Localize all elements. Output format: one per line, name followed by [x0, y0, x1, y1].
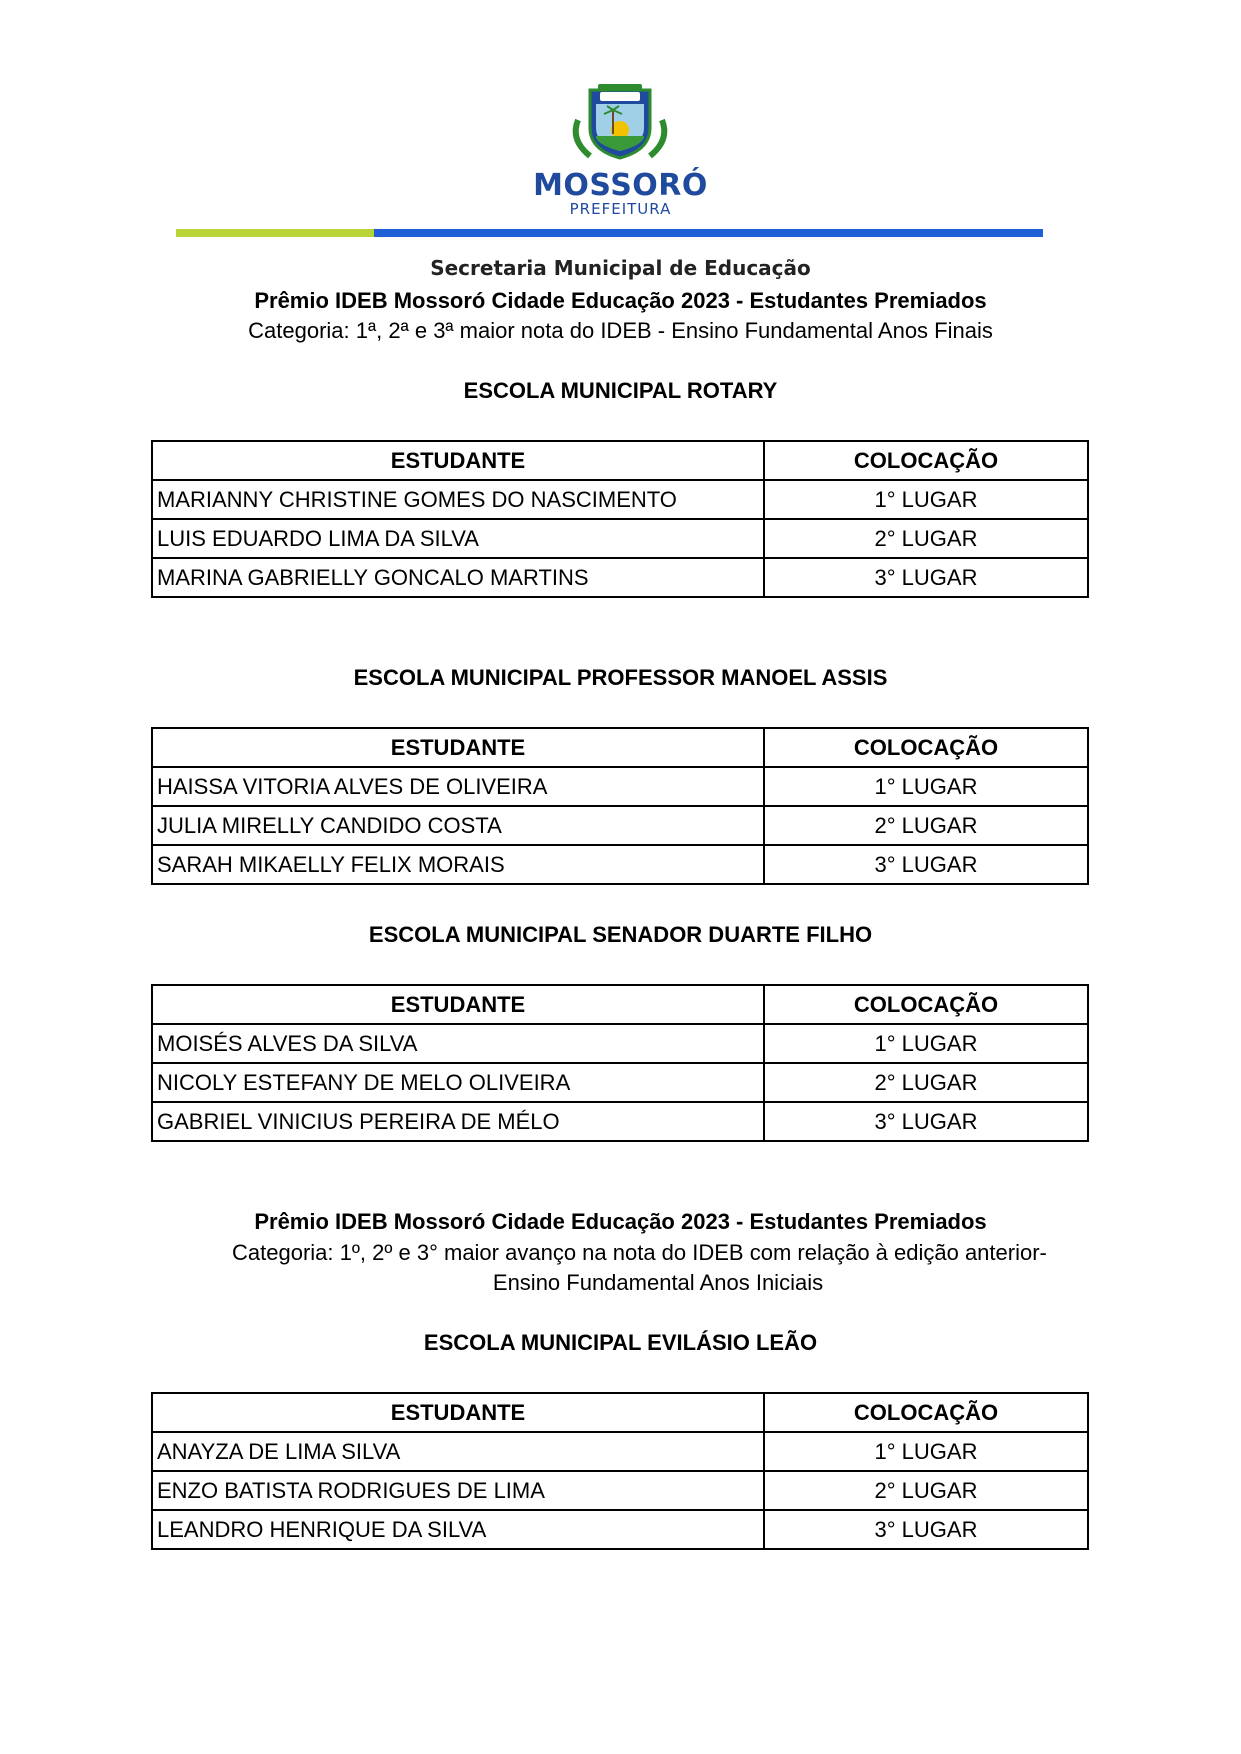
- school-name-evilasio-leao: ESCOLA MUNICIPAL EVILÁSIO LEÃO: [423, 1330, 818, 1355]
- student-place: 1° LUGAR: [764, 480, 1088, 519]
- student-name: LUIS EDUARDO LIMA DA SILVA: [152, 519, 764, 558]
- table-row: [152, 845, 1088, 884]
- student-place: 3° LUGAR: [764, 1510, 1088, 1549]
- awards-table-evilasio-leao: [151, 1392, 1089, 1550]
- table-row: [152, 519, 1088, 558]
- student-place: 2° LUGAR: [764, 1063, 1088, 1102]
- student-place: 2° LUGAR: [764, 519, 1088, 558]
- student-place: 2° LUGAR: [764, 1471, 1088, 1510]
- table-row: [152, 480, 1088, 519]
- student-name: JULIA MIRELLY CANDIDO COSTA: [152, 806, 764, 845]
- student-place: 3° LUGAR: [764, 558, 1088, 597]
- table-row: [152, 806, 1088, 845]
- section2-category-line1: Categoria: 1º, 2º e 3° maior avanço na nota do IDEB com relação à edição anterior-: [232, 1240, 1047, 1265]
- table-row: [152, 1024, 1088, 1063]
- student-name: GABRIEL VINICIUS PEREIRA DE MÉLO: [152, 1102, 764, 1141]
- section1-title: Prêmio IDEB Mossoró Cidade Educação 2023 - Estudantes Premiados: [254, 288, 987, 313]
- student-place: 1° LUGAR: [764, 1024, 1088, 1063]
- table-row: [152, 1102, 1088, 1141]
- table-header-row: [152, 441, 1088, 480]
- brand-subtitle: PREFEITURA: [569, 200, 672, 218]
- table-row: [152, 558, 1088, 597]
- column-header-student: ESTUDANTE: [152, 728, 764, 767]
- section2-title: Prêmio IDEB Mossoró Cidade Educação 2023 - Estudantes Premiados: [254, 1209, 987, 1234]
- student-place: 3° LUGAR: [764, 1102, 1088, 1141]
- table-row: [152, 1471, 1088, 1510]
- column-header-student: ESTUDANTE: [152, 1393, 764, 1432]
- student-name: MARINA GABRIELLY GONCALO MARTINS: [152, 558, 764, 597]
- secretaria-heading: Secretaria Municipal de Educação: [430, 256, 811, 280]
- student-name: MOISÉS ALVES DA SILVA: [152, 1024, 764, 1063]
- brand-name: MOSSORÓ: [533, 168, 708, 203]
- student-name: ENZO BATISTA RODRIGUES DE LIMA: [152, 1471, 764, 1510]
- school-name-manoel-assis: ESCOLA MUNICIPAL PROFESSOR MANOEL ASSIS: [353, 665, 888, 690]
- awards-table-manoel-assis: [151, 727, 1089, 885]
- school-name-duarte-filho: ESCOLA MUNICIPAL SENADOR DUARTE FILHO: [368, 922, 873, 947]
- table-header-row: [152, 728, 1088, 767]
- student-place: 1° LUGAR: [764, 1432, 1088, 1471]
- table-row: [152, 1432, 1088, 1471]
- column-header-place: COLOCAÇÃO: [764, 985, 1088, 1024]
- table-header-row: [152, 985, 1088, 1024]
- awards-table-rotary: [151, 440, 1089, 598]
- school-name-rotary: ESCOLA MUNICIPAL ROTARY: [463, 378, 778, 403]
- column-header-place: COLOCAÇÃO: [764, 441, 1088, 480]
- student-name: LEANDRO HENRIQUE DA SILVA: [152, 1510, 764, 1549]
- student-place: 3° LUGAR: [764, 845, 1088, 884]
- table-row: [152, 1063, 1088, 1102]
- column-header-student: ESTUDANTE: [152, 985, 764, 1024]
- student-name: SARAH MIKAELLY FELIX MORAIS: [152, 845, 764, 884]
- student-name: NICOLY ESTEFANY DE MELO OLIVEIRA: [152, 1063, 764, 1102]
- section2-category-line2: Ensino Fundamental Anos Iniciais: [492, 1270, 824, 1295]
- table-header-row: [152, 1393, 1088, 1432]
- column-header-place: COLOCAÇÃO: [764, 728, 1088, 767]
- student-place: 2° LUGAR: [764, 806, 1088, 845]
- column-header-student: ESTUDANTE: [152, 441, 764, 480]
- awards-table-duarte-filho: [151, 984, 1089, 1142]
- student-name: MARIANNY CHRISTINE GOMES DO NASCIMENTO: [152, 480, 764, 519]
- table-row: [152, 767, 1088, 806]
- header-bar-blue: [374, 229, 1043, 237]
- table-row: [152, 1510, 1088, 1549]
- student-place: 1° LUGAR: [764, 767, 1088, 806]
- student-name: ANAYZA DE LIMA SILVA: [152, 1432, 764, 1471]
- student-name: HAISSA VITORIA ALVES DE OLIVEIRA: [152, 767, 764, 806]
- column-header-place: COLOCAÇÃO: [764, 1393, 1088, 1432]
- section1-category: Categoria: 1ª, 2ª e 3ª maior nota do IDEB - Ensino Fundamental Anos Finais: [248, 318, 993, 343]
- coat-of-arms-logo: [560, 80, 680, 162]
- header-bar-green: [176, 229, 374, 237]
